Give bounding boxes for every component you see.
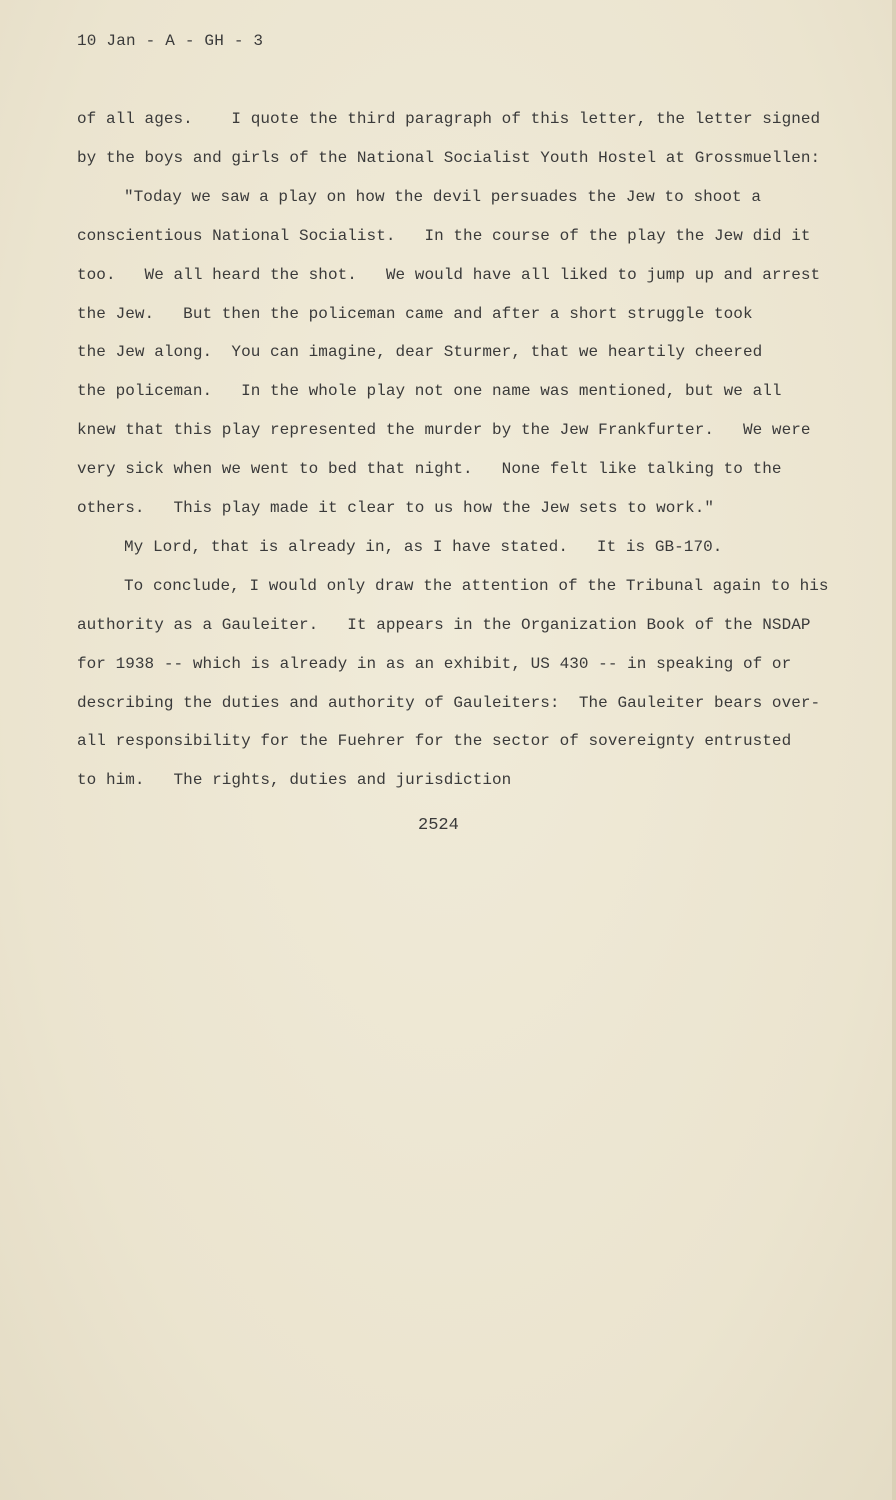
text-line: describing the duties and authority of Gauleiters: The Gauleiter bears over- (77, 693, 821, 712)
page-number: 2524 (418, 816, 459, 835)
text-line: very sick when we went to bed that night. None felt like talking to the (77, 460, 782, 479)
page-edge (892, 0, 896, 1500)
text-line: to him. The rights, duties and jurisdiction (77, 771, 512, 790)
text-line: by the boys and girls of the National Socialist Youth Hostel at Grossmuellen: (77, 148, 821, 167)
text-line: of all ages. I quote the third paragraph of this letter, the letter signed (77, 110, 821, 128)
text-line: for 1938 -- which is already in as an exhibit, US 430 -- in speaking of or (77, 654, 792, 673)
text-line: the Jew along. You can imagine, dear Sturmer, that we heartily cheered (77, 343, 763, 362)
text-line: others. This play made it clear to us how the Jew sets to work." (77, 499, 715, 517)
text-line: too. We all heard the shot. We would have all liked to jump up and arrest (77, 265, 821, 284)
text-line: the Jew. But then the policeman came and after a short struggle took (77, 304, 753, 323)
text-line: "Today we saw a play on how the devil persuades the Jew to shoot a (124, 187, 762, 206)
text-line: knew that this play represented the murder by the Jew Frankfurter. We were (77, 421, 811, 440)
page-header: 10 Jan - A - GH - 3 (77, 32, 264, 50)
text-line: all responsibility for the Fuehrer for the sector of sovereignty entrusted (77, 732, 792, 751)
text-line: To conclude, I would only draw the attention of the Tribunal again to his (124, 576, 829, 595)
text-line: conscientious National Socialist. In the course of the play the Jew did it (77, 226, 811, 245)
text-line: My Lord, that is already in, as I have stated. It is GB-170. (124, 537, 723, 556)
text-line: authority as a Gauleiter. It appears in the Organization Book of the NSDAP (77, 615, 811, 634)
text-line: the policeman. In the whole play not one name was mentioned, but we all (77, 382, 782, 401)
